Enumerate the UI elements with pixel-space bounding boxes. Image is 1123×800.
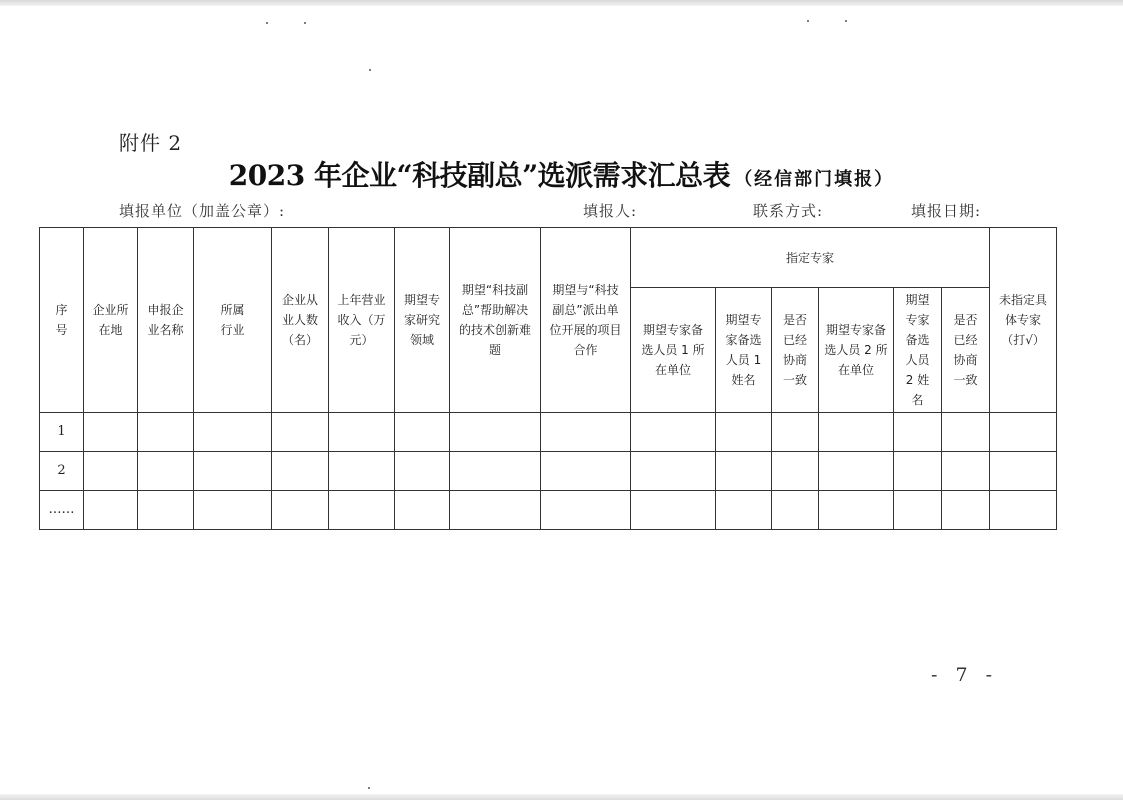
field-date-label: 填报日期: bbox=[911, 202, 982, 220]
field-reporter-label: 填报人: bbox=[583, 202, 638, 220]
header-expert1-agreed: 是否已经协商一致 bbox=[772, 288, 819, 413]
scan-speck bbox=[304, 22, 306, 24]
table-row bbox=[40, 413, 1057, 452]
header-cooperation: 期望与“科技副总”派出单位开展的项目合作 bbox=[541, 228, 631, 413]
row-seq: …… bbox=[40, 491, 84, 530]
header-row-1 bbox=[40, 228, 1057, 288]
attachment-label: 附件 2 bbox=[119, 131, 183, 155]
table-row bbox=[40, 491, 1057, 530]
header-problem: 期望“科技副总”帮助解决的技术创新难题 bbox=[450, 228, 541, 413]
header-designated-expert: 指定专家 bbox=[631, 228, 990, 288]
header-industry: 所属行业 bbox=[194, 228, 272, 413]
page-number: - 7 - bbox=[931, 664, 999, 686]
title-block bbox=[0, 154, 1123, 194]
table-row bbox=[40, 452, 1057, 491]
page-subtitle: （经信部门填报） bbox=[734, 169, 895, 190]
header-company: 申报企业名称 bbox=[138, 228, 194, 413]
field-unit-label: 填报单位（加盖公章）: bbox=[119, 202, 286, 220]
scan-top-edge bbox=[0, 0, 1123, 6]
header-seq: 序号 bbox=[40, 228, 84, 413]
scan-bottom-edge bbox=[0, 794, 1123, 800]
page-title: 2023 年企业“科技副总”选派需求汇总表 bbox=[228, 159, 731, 192]
header-expert2-unit: 期望专家备选人员 2 所在单位 bbox=[819, 288, 894, 413]
header-employees: 企业从业人数（名） bbox=[272, 228, 329, 413]
scan-speck bbox=[266, 22, 268, 24]
header-expert1-name: 期望专家备选人员 1 姓名 bbox=[716, 288, 772, 413]
header-expert1-unit: 期望专家备选人员 1 所在单位 bbox=[631, 288, 716, 413]
row-seq: 2 bbox=[40, 452, 84, 491]
scan-speck bbox=[845, 20, 847, 22]
requirements-table bbox=[39, 227, 1057, 530]
header-undesignated: 未指定具体专家（打√） bbox=[990, 228, 1057, 413]
scan-speck bbox=[368, 787, 370, 789]
header-research-field: 期望专家研究领域 bbox=[395, 228, 450, 413]
header-expert2-agreed: 是否已经协商一致 bbox=[942, 288, 990, 413]
scan-speck bbox=[369, 69, 371, 71]
header-location: 企业所在地 bbox=[84, 228, 138, 413]
scan-speck bbox=[807, 20, 809, 22]
row-seq: 1 bbox=[40, 413, 84, 452]
header-expert2-name: 期望专家备选人员 2 姓名 bbox=[894, 288, 942, 413]
header-revenue: 上年营业收入（万元） bbox=[329, 228, 395, 413]
field-contact-label: 联系方式: bbox=[753, 202, 824, 220]
